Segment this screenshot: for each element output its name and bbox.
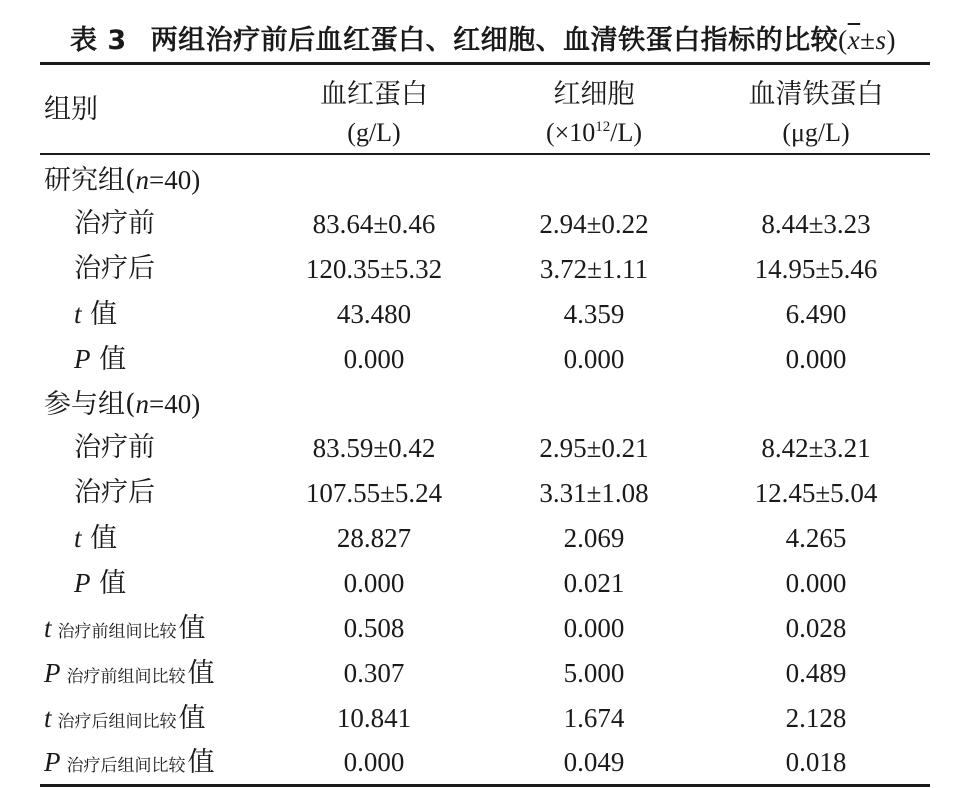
table-caption: 两组治疗前后血红蛋白、红细胞、血清铁蛋白指标的比较: [150, 25, 839, 56]
cell-hemoglobin: 10.841: [336, 703, 412, 733]
cell-rbc: 0.000: [563, 344, 625, 374]
row-label: [74, 561, 126, 606]
cell-ferritin: 0.018: [785, 747, 847, 777]
cell-ferritin: 6.490: [785, 299, 847, 329]
row-label: [44, 740, 215, 788]
cell-rbc: 3.31±1.08: [539, 478, 649, 508]
group-title: [44, 382, 200, 427]
cell-hemoglobin: 83.59±0.42: [312, 433, 436, 463]
table-row: [0, 247, 966, 291]
stat-suffix: 值: [90, 523, 118, 554]
cell-hemoglobin: 28.827: [336, 523, 412, 553]
title-open-paren: (: [838, 25, 848, 55]
table-number: 表 3: [69, 25, 127, 56]
cell-ferritin: 0.000: [785, 568, 847, 598]
stat-suffix: 值: [187, 658, 215, 689]
header-ferritin-name: 血清铁蛋白: [748, 79, 884, 110]
row-label: [74, 337, 126, 382]
header-hemoglobin-name: 血红蛋白: [320, 79, 428, 110]
row-label: [44, 696, 206, 744]
group-n-value: =40): [149, 165, 201, 195]
header-hemoglobin: [254, 72, 494, 148]
table-row: [0, 471, 966, 515]
cell-ferritin: 8.44±3.23: [761, 209, 871, 239]
table-row: [0, 516, 966, 560]
table-row: [0, 651, 966, 695]
cell-hemoglobin: 0.508: [343, 613, 405, 643]
header-rbc-unit-pre: (×10: [545, 118, 596, 147]
stat-suffix: 值: [90, 299, 118, 330]
title-mean-symbol: $\overline{x}$: [847, 25, 861, 55]
cell-rbc: 2.069: [563, 523, 625, 553]
cell-rbc: 1.674: [563, 703, 625, 733]
stat-symbol: t: [74, 523, 82, 553]
cell-hemoglobin: 0.000: [343, 344, 405, 374]
table-row: [0, 202, 966, 246]
table-row: [0, 740, 966, 784]
stat-suffix: 值: [99, 344, 127, 375]
cell-rbc: 2.95±0.21: [539, 433, 649, 463]
cell-rbc: 0.021: [563, 568, 625, 598]
header-rbc-name: 红细胞: [553, 79, 635, 110]
group-title-text: 参与组(: [44, 389, 136, 420]
table-row: [0, 292, 966, 336]
stat-symbol: P: [74, 568, 91, 598]
stat-subscript: 治疗后组间比较: [57, 712, 177, 732]
cell-hemoglobin: 0.000: [343, 747, 405, 777]
stat-subscript: 治疗后组间比较: [66, 756, 186, 776]
stat-symbol: t: [44, 703, 52, 733]
stat-symbol: t: [44, 613, 52, 643]
stat-symbol: P: [44, 658, 61, 688]
header-group: 组别: [44, 94, 98, 125]
group-n-symbol: n: [135, 389, 150, 419]
group-n-value: =40): [149, 389, 201, 419]
stat-suffix: 值: [99, 568, 127, 599]
group-title-row: [0, 158, 966, 202]
stat-symbol: t: [74, 299, 82, 329]
row-label: 治疗后: [74, 253, 155, 284]
cell-hemoglobin: 107.55±5.24: [305, 478, 443, 508]
row-label: 治疗前: [74, 432, 155, 463]
header-rbc: [474, 72, 714, 148]
cell-hemoglobin: 83.64±0.46: [312, 209, 436, 239]
cell-ferritin: 0.028: [785, 613, 847, 643]
cell-rbc: 0.000: [563, 613, 625, 643]
table-row: [0, 426, 966, 470]
cell-rbc: 4.359: [563, 299, 625, 329]
cell-rbc: 0.049: [563, 747, 625, 777]
group-title: [44, 158, 200, 203]
stat-symbol: P: [74, 344, 91, 374]
row-label: 治疗后: [74, 477, 155, 508]
group-title-row: [0, 382, 966, 426]
stat-suffix: 值: [187, 747, 215, 778]
header-ferritin-unit: (μg/L): [782, 118, 850, 147]
cell-ferritin: 8.42±3.21: [761, 433, 871, 463]
table-row: [0, 561, 966, 605]
stat-subscript: 治疗前组间比较: [66, 667, 186, 687]
header-hemoglobin-unit: (g/L): [347, 118, 401, 147]
cell-ferritin: 12.45±5.04: [754, 478, 878, 508]
cell-rbc: 2.94±0.22: [539, 209, 649, 239]
row-label: [74, 516, 117, 561]
row-label: [44, 606, 206, 654]
cell-hemoglobin: 0.000: [343, 568, 405, 598]
table-row: [0, 696, 966, 740]
stat-suffix: 值: [178, 613, 206, 644]
stat-suffix: 值: [178, 703, 206, 734]
header-ferritin: [696, 72, 936, 148]
title-close-paren: ): [886, 25, 896, 55]
cell-ferritin: 14.95±5.46: [754, 254, 878, 284]
cell-hemoglobin: 43.480: [336, 299, 412, 329]
group-n-symbol: n: [135, 165, 150, 195]
cell-ferritin: 4.265: [785, 523, 847, 553]
cell-ferritin: 2.128: [785, 703, 847, 733]
row-label: 治疗前: [74, 208, 155, 239]
table-row: [0, 337, 966, 381]
group-title-text: 研究组(: [44, 165, 136, 196]
stat-symbol: P: [44, 747, 61, 777]
cell-hemoglobin: 0.307: [343, 658, 405, 688]
stat-subscript: 治疗前组间比较: [57, 622, 177, 642]
cell-ferritin: 0.000: [785, 344, 847, 374]
header-rbc-unit-sup: 12: [595, 119, 611, 135]
title-plus-minus: ±: [860, 25, 876, 55]
header-rbc-unit: [474, 118, 714, 148]
cell-ferritin: 0.489: [785, 658, 847, 688]
table-header-rule: [40, 153, 930, 155]
row-label: [74, 292, 117, 337]
cell-rbc: 5.000: [563, 658, 625, 688]
table-title: [0, 18, 966, 57]
title-sd-symbol: s: [875, 25, 887, 55]
table-top-rule: [40, 62, 930, 65]
row-label: [44, 651, 215, 699]
table-row: [0, 606, 966, 650]
header-rbc-unit-post: /L): [610, 118, 643, 147]
cell-rbc: 3.72±1.11: [539, 254, 649, 284]
cell-hemoglobin: 120.35±5.32: [305, 254, 443, 284]
